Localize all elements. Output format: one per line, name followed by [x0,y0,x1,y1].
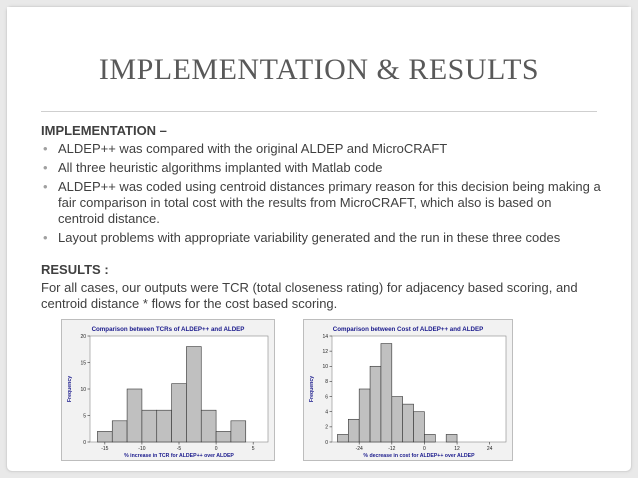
y-tick-label: 12 [322,348,328,355]
implementation-bullet-list [41,141,601,246]
bullet-text: ALDEP++ was coded using centroid distances primary reason for this decision being making a fair comparison in total cost with the results from MicroCRAFT, which also is based on centroid distance. [58,179,601,226]
x-tick-label: 12 [454,446,460,452]
bullet-dot-icon: • [43,160,48,175]
x-tick-label: 0 [214,446,218,452]
y-axis-label: Frequency [67,375,73,403]
histogram-svg [62,320,274,460]
bullet-dot-icon: • [43,179,48,194]
x-axis-label: % decrease in cost for ALDEP++ over ALDEP [363,453,475,459]
results-paragraph: For all cases, our outputs were TCR (total closeness rating) for adjacency based scoring, and centroid distance * flows for the cost based scoring. [41,280,578,311]
histogram-bar [370,366,381,442]
title-divider [41,111,597,112]
cost-histogram [303,319,513,461]
slide-title: IMPLEMENTATION & RESULTS [98,53,540,86]
bullet-item [41,230,601,246]
bullet-dot-icon: • [43,141,48,156]
histogram-bar [216,431,231,442]
tcr-histogram [61,319,275,461]
chart-title: Comparison between TCRs of ALDEP++ and ALDEP [91,326,245,333]
histogram-bar [403,404,414,442]
histogram-bar [127,389,142,442]
y-tick-label: 0 [83,439,86,446]
y-tick-label: 6 [325,394,328,401]
bullet-item [41,160,601,176]
x-tick-label: 0 [423,446,426,452]
y-tick-label: 10 [80,386,86,393]
y-tick-label: 2 [325,424,328,431]
y-tick-label: 20 [80,333,86,340]
results-heading: RESULTS : [41,262,109,277]
bullet-dot-icon: • [43,230,48,245]
histogram-bar [201,410,216,442]
histogram-bar [112,421,127,442]
histogram-bar [381,344,392,442]
x-tick-label: 24 [486,446,493,452]
x-tick-label: -10 [138,446,146,452]
y-tick-label: 8 [325,379,328,386]
histogram-bar [446,434,457,442]
slide [6,6,632,472]
y-tick-label: 10 [322,364,328,371]
bullet-text: Layout problems with appropriate variability generated and the run in these three codes [58,230,561,245]
x-axis-label: % increase in TCR for ALDEP++ over ALDEP [124,453,234,459]
y-tick-label: 14 [322,333,328,340]
histogram-bar [172,384,187,442]
histogram-bar [337,434,348,442]
histogram-bar [157,410,172,442]
y-tick-label: 5 [83,413,86,420]
x-tick-label: -12 [388,446,396,452]
bullet-item [41,141,601,157]
title-band [7,7,631,112]
histogram-bar [186,347,201,442]
y-axis-label: Frequency [309,375,315,403]
implementation-heading: IMPLEMENTATION – [41,123,167,138]
histogram-bar [392,397,403,442]
x-tick-label: -5 [176,446,182,452]
histogram-bar [359,389,370,442]
histogram-bar [414,412,425,442]
histogram-bar [97,431,112,442]
y-tick-label: 0 [325,439,328,446]
histogram-bar [348,419,359,442]
histogram-svg [304,320,512,460]
x-tick-label: 5 [251,446,255,452]
y-tick-label: 4 [325,409,328,416]
bullet-text: ALDEP++ was compared with the original ALDEP and MicroCRAFT [58,141,448,156]
histogram-bar [231,421,246,442]
chart-title: Comparison between Cost of ALDEP++ and ALDEP [332,326,484,333]
x-tick-label: -24 [355,446,363,452]
bullet-item [41,179,601,227]
bullet-text: All three heuristic algorithms implanted with Matlab code [58,160,383,175]
x-tick-label: -15 [101,446,109,452]
y-tick-label: 15 [80,360,86,367]
histogram-bar [424,434,435,442]
slide-body [41,123,601,312]
histogram-bar [142,410,157,442]
